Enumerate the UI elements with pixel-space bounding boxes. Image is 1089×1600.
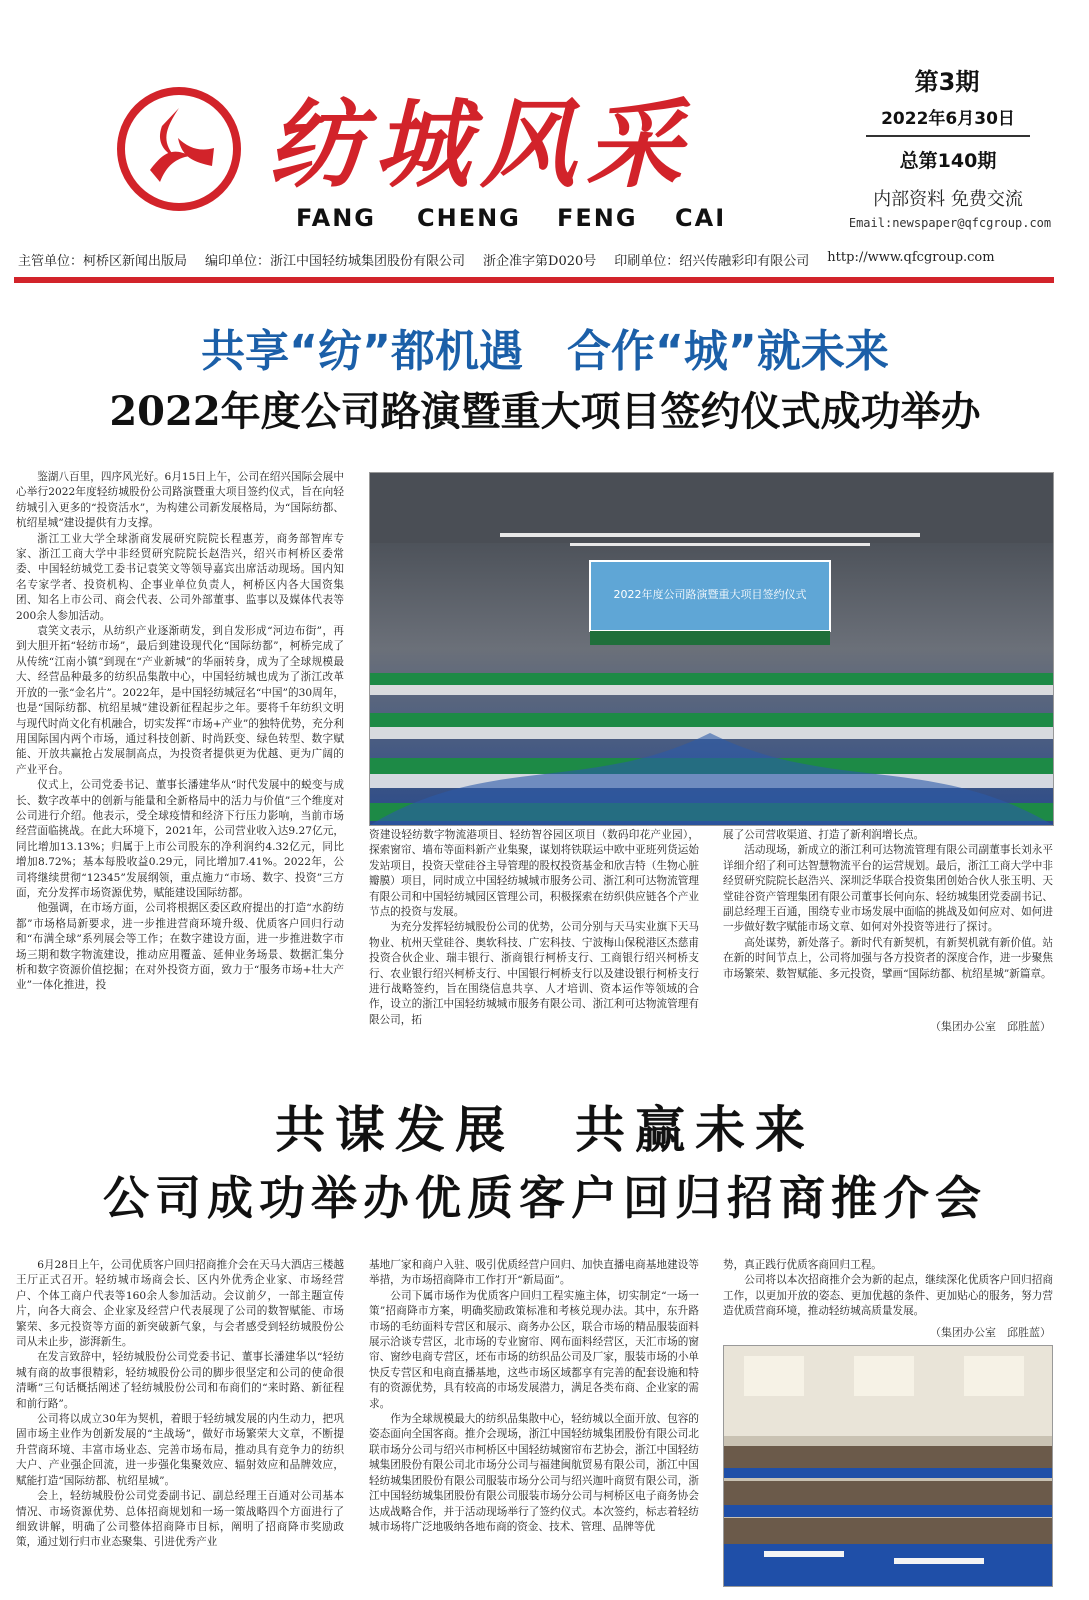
screen-text: 2022年度公司路演暨重大项目签约仪式: [613, 588, 807, 601]
article1-paragraph: 高处谋势，新处落子。新时代有新契机，有新契机就有新价值。站在新的时间节点上，公司将加强与各方投资者的深度合作，进一步聚焦市场繁荣、数智赋能、多元投资，擘画“国际纺都、杭绍星城”新篇章。: [723, 936, 1053, 980]
article1-paragraph: 资建设轻纺数字物流港项目、轻纺智谷园区项目（数码印花产业园），探索窗帘、墙布等面料新产业集聚，谋划将铁联运中欧中亚班列货运始发站项目，投资天堂硅谷主导管理的股权投资基金和欣吉特（生物心脏瓣膜）项目，同时成立中国轻纺城城市服务公司、浙江利可达物流管理有限公司和中国轻纺城园区管理公司，积极探索在纺织供应链各个产业节点的投资与发展。: [369, 829, 699, 919]
article1-headline: 2022年度公司路演暨重大项目签约仪式成功举办: [109, 388, 981, 435]
article2-paragraph: 在发言致辞中，轻纺城股份公司党委书记、董事长潘建华以“轻纺城有商的故事很精彩，轻纺城股份公司的脚步很坚定和公司的使命很清晰”三句话概括阐述了轻纺城股份公司和布商们的“来时路、新征程和前行路”。: [16, 1351, 344, 1410]
info-website[interactable]: http://www.qfcgroup.com: [827, 250, 995, 265]
article2-paragraph: 公司将以成立30年为契机，着眼于轻纺城发展的内生动力，把巩固市场主业作为创新发展的“主战场”，做好市场繁荣大文章，不断提升营商环境、丰富市场业态、完善市场布局，推动具有竞争力的纺织大户、产业强企回流，进一步强化集聚效应、辐射效应和品牌效应，赋能打造“国际纺都、杭绍星城”。: [16, 1413, 344, 1487]
article2-photo: [723, 1345, 1053, 1587]
article1-column-1: [16, 470, 344, 1035]
conference-hall-image: [370, 473, 1053, 825]
article2-paragraph: 会上，轻纺城股份公司党委副书记、副总经理王百通对公司基本情况、市场资源优势、总体招商规划和一场一策战略四个方面进行了细致讲解，明确了公司整体招商降市目标，阐明了招商降市奖励政策，通过划行归市业态聚集、引进优秀产业: [16, 1490, 344, 1549]
article2-paragraph: 公司下属市场作为优质客户回归工程实施主体，切实制定“一场一策”招商降市方案，明确奖励政策标准和考核兑现办法。其中，东升路市场的毛纺面料专营区和展示、商务办公区，联合市场的精品服装面料展示洽谈专营区，北市场的专业窗帘、网布面料经营区，天汇市场的窗帘、窗纱电商专营区，坯布市场的纺织品公司及厂家，服装市场的小单快反专营区和电商直播基地，这些市场区域都享有完善的配套设施和特有的资源优势，具有较高的市场发展潜力，满足各类布商、企业家的需求。: [369, 1289, 699, 1410]
article2-kicker: 共谋发展 共赢未来: [275, 1101, 815, 1159]
logo-icon: [116, 86, 242, 212]
article2-column-3: [723, 1258, 1053, 1324]
article2-paragraph: 势，真正践行优质客商回归工程。: [723, 1259, 882, 1271]
article1-paragraph: 鉴湖八百里，四序风光好。6月15日上午，公司在绍兴国际会展中心举行2022年度轻纺城股份公司路演暨重大项目签约仪式，旨在向轻纺城引入更多的“投资活水”，为构建公司新发展格局，为“国际纺都、杭绍星城”建设提供有力支撑。: [16, 471, 344, 530]
masthead-title: 纺城风采: [268, 88, 692, 201]
issue-date: 2022年6月30日: [866, 104, 1030, 137]
article2-paragraph: 作为全球规模最大的纺织品集散中心，轻纺城以全面开放、包容的姿态面向全国客商。推介会现场，浙江中国轻纺城集团股份有限公司北联市场分公司与绍兴市柯桥区中国轻纺城窗帘布艺协会，浙江中国轻纺城集团股份有限公司北市场分公司与福建闽航贸易有限公司，浙江中国轻纺城集团股份有限公司服装市场分公司与绍兴迦叶商贸有限公司，浙江中国轻纺城集团股份有限公司服装市场分公司与柯桥区电子商务协会达成战略合作，并于活动现场举行了签约仪式。本次签约，标志着轻纺城市场将广泛地吸纳各地布商的资金、技术、管理、品牌等优: [369, 1413, 699, 1533]
article1-paragraph: 浙江工业大学全球浙商发展研究院院长程惠芳，商务部智库专家、浙江工商大学中非经贸研究院院长赵浩兴，绍兴市柯桥区委常委、中国轻纺城党工委书记袁笑文等领导嘉宾出席活动现场。国内知名专家学者、投资机构、企事业单位负责人，柯桥区内各大国资集团、知名上市公司、商会代表、公司外部董事、监事以及媒体代表等200余人参加活动。: [16, 532, 344, 622]
article2-paragraph: 6月28日上午，公司优质客户回归招商推介会在天马大酒店三楼越王厅正式召开。轻纺城市场商会长、区内外优秀企业家、市场经营户、个体工商户代表等160余人参加活动。会议前夕，一部主题宣传片，向各大商会、企业家及经营户代表展现了公司的数智赋能、市场繁荣、多元投资等方面的新突破新气象，与会者感受到轻纺城股份公司从未止步，澎湃新生。: [16, 1259, 344, 1349]
total-issue: 总第140期: [899, 150, 997, 172]
article1-paragraph: 他强调，在市场方面，公司将根据区委区政府提出的打造“水韵纺都”市场格局新要求，进一步推进营商环境升级、优质客户回归行动和“布满全球”系列展会等工作；在数字建设方面，进一步推进数字市场三期和数字物流建设，推动应用覆盖、延伸业务场景、数据汇集分析和数字资源价值挖掘；在对外投资方面，致力于“服务市场+壮大产业”一体化推进，投: [16, 902, 344, 992]
issue-number: 第3期: [914, 68, 980, 96]
info-printer: 印刷单位：绍兴传融彩印有限公司: [614, 254, 810, 269]
pinyin-cheng: CHENG: [417, 204, 521, 232]
publisher-info-bar: [18, 250, 1058, 269]
pinyin-feng: FENG: [557, 204, 638, 232]
internal-note: 内部资料 免费交流: [873, 189, 1023, 210]
info-editor: 编印单位：浙江中国轻纺城集团股份有限公司: [205, 254, 466, 269]
email-address: Email:newspaper@qfcgroup.com: [848, 216, 1052, 230]
article2-paragraph: 公司将以本次招商推介会为新的起点，继续深化优质客户回归招商工作，以更加开放的姿态、更加优越的条件、更加贴心的服务，努力营造优质营商环境，推动轻纺城高质量发展。: [723, 1274, 1053, 1318]
pinyin-fang: FANG: [296, 204, 376, 232]
article2-credit: （集团办公室 邱胜蓝）: [930, 1326, 1051, 1339]
article2-headline: 公司成功举办优质客户回归招商推介会: [103, 1171, 987, 1225]
article1-paragraph: 为充分发挥轻纺城股份公司的优势，公司分别与天马实业旗下天马物业、杭州天堂硅谷、奥软科技、广宏科技、宁波梅山保税港区杰慈甫投资合伙企业、瑞丰银行、浙商银行柯桥支行、工商银行绍兴柯桥支行、农业银行绍兴柯桥支行、中国银行柯桥支行以及建设银行柯桥支行进行战略签约，旨在围绕信息共享、人才培训、资本运作等领域的合作，设立的浙江中国轻纺城城市服务有限公司、浙江利可达物流管理有限公司，拓: [369, 921, 699, 1026]
article2-paragraph: 基地厂家和商户入驻、吸引优质经营户回归、加快直播电商基地建设等举措，为市场招商降市工作打开“新局面”。: [369, 1259, 699, 1287]
article1-paragraph: 袁笑文表示，从纺织产业逐渐萌发，到自发形成“河边布街”，再到大胆开拓“轻纺市场”，最后到建设现代化“国际纺都”，柯桥完成了从传统“江南小镇”到现在“产业新城”的华丽转身，成为了全球规模最大、经营品种最多的纺织品集散中心，中国轻纺城也成为了浙江改革开放的一张“金名片”。2022年，是中国轻纺城冠名“中国”的30周年，也是“国际纺都、杭绍星城”建设新征程起步之年。要将千年纺织文明与现代时尚文化有机融合，切实发挥“市场+产业”的独特优势，充分利用国际国内两个市场，通过科技创新、时尚跃变、绿色转型、数字赋能、开放共赢抢占发展制高点，为投资者提供更为优越、更为广阔的产业平台。: [16, 625, 344, 776]
pinyin-cai: CAI: [675, 204, 727, 232]
masthead-divider: [14, 277, 1054, 283]
article2-column-1: [16, 1258, 344, 1598]
article1-photo: [369, 472, 1054, 826]
article1-kicker: 共享“纺”都机遇 合作“城”就未来: [201, 326, 889, 377]
article1-column-2: [369, 828, 699, 1038]
article2-column-2: [369, 1258, 699, 1598]
article1-credit: （集团办公室 邱胜蓝）: [930, 1020, 1051, 1033]
meeting-room-image: [724, 1346, 1052, 1586]
article1-column-3: [723, 828, 1053, 1013]
article1-paragraph: 仪式上，公司党委书记、董事长潘建华从“时代发展中的蜕变与成长、数字改革中的创新与能量和全新格局中的活力与价值”三个维度对公司进行介绍。他表示，受全球疫情和经济下行压力影响，当前市场经营面临挑战。在此大环境下，2021年，公司营业收入达9.27亿元，同比增加13.13%；归属于上市公司股东的净利润约4.32亿元，同比增加8.72%；基本每股收益0.29元，同比增加7.41%。2022年，公司将继续贯彻“12345”发展纲领，重点施力“市场、数字、投资”三方面，充分发挥市场资源优势，赋能建设国际纺都。: [16, 779, 344, 899]
article1-paragraph: 活动现场，新成立的浙江利可达物流管理有限公司副董事长刘永平详细介绍了利可达智慧物流平台的运营规划。最后，浙江工商大学中非经贸研究院院长赵浩兴、深圳泛华联合投资集团创始合伙人张玉明、天堂硅谷资产管理集团有限公司董事长何向东、轻纺城集团党委副书记、副总经理王百通，围绕专业市场发展中面临的挑战及如何应对、如何进一步做好数字赋能市场文章、如何对外投资等进行了探讨。: [723, 844, 1053, 934]
info-license: 浙企准字第D020号: [483, 254, 597, 269]
info-supervisor: 主管单位：柯桥区新闻出版局: [18, 254, 188, 269]
article1-paragraph: 展了公司营收渠道、打造了新利润增长点。: [723, 829, 925, 841]
